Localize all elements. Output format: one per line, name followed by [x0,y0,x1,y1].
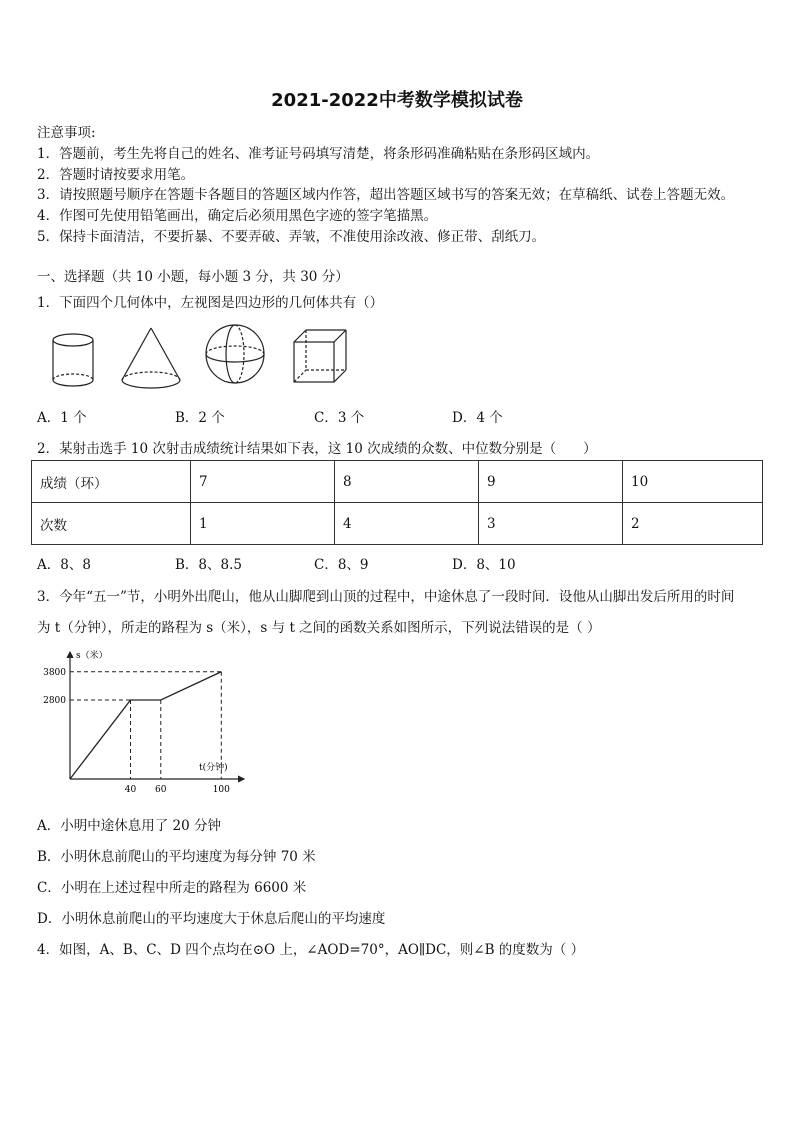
table-cell: 4 [335,503,479,545]
table-row [32,461,763,503]
q2-option-b: B．8、8.5 [175,557,242,573]
q3-option-a: A．小明中途休息用了 20 分钟 [37,818,222,834]
q1-stem: 1．下面四个几何体中，左视图是四边形的几何体共有（） [37,295,384,311]
q2-option-a: A．8、8 [37,557,91,573]
x-tick-label: 100 [212,785,230,795]
q1-option-c: C．3 个 [314,410,365,426]
table-cell: 7 [191,461,335,503]
table-cell: 10 [623,461,763,503]
table-cell: 1 [191,503,335,545]
table-row [32,503,763,545]
note-item: 4．作图可先使用铅笔画出，确定后必须用黑色字迹的签字笔描黑。 [37,208,438,224]
x-tick-label: 60 [155,785,167,795]
table-cell: 成绩（环） [32,461,191,503]
q2-option-d: D．8、10 [452,557,516,573]
page-title: 2021-2022中考数学模拟试卷 [271,90,523,111]
note-item: 5．保持卡面清洁，不要折暴、不要弄破、弄皱，不准使用涂改液、修正带、刮纸刀。 [37,229,546,245]
notes-heading: 注意事项: [37,125,96,141]
table-cell: 次数 [32,503,191,545]
x-tick-label: 40 [124,785,137,795]
y-axis-label: s（米） [76,651,108,661]
q3-stem-line1: 3．今年“五一”节，小明外出爬山，他从山脚爬到山顶的过程中，中途休息了一段时间．设他从山脚出发后所用的时间 [37,589,735,605]
scores-table [31,460,763,545]
table-cell: 2 [623,503,763,545]
cylinder-figure [53,334,93,386]
q1-option-d: D．4 个 [452,410,503,426]
q2-option-c: C．8、9 [314,557,369,573]
q4-stem: 4．如图，A、B、C、D 四个点均在⊙O 上，∠AOD=70°，AO∥DC，则∠B 的度数为（ ） [37,942,585,958]
table-cell: 9 [479,461,623,503]
table-cell: 3 [479,503,623,545]
q1-option-a: A．1 个 [37,410,87,426]
note-item: 2．答题时请按要求用笔。 [37,167,195,183]
section-heading: 一、选择题（共 10 小题，每小题 3 分，共 30 分） [37,269,349,285]
note-item: 1．答题前，考生先将自己的姓名、准考证号码填写清楚，将条形码准确粘贴在条形码区域内。 [37,146,600,162]
distance-time-chart [36,646,256,798]
q1-solids-figure [44,324,364,394]
sphere-figure [206,325,264,383]
q3-stem-line2: 为 t（分钟），所走的路程为 s（米），s 与 t 之间的函数关系如图所示，下列说法错误的是（ ） [37,620,601,636]
x-axis-label: t(分钟) [199,763,228,773]
note-item: 3．请按照题号顺序在答题卡各题目的答题区域内作答，超出答题区域书写的答案无效；在草稿纸、试卷上答题无效。 [37,187,735,203]
q2-stem: 2．某射击选手 10 次射击成绩统计结果如下表，这 10 次成绩的众数、中位数分别是（ ） [37,441,597,457]
q3-option-c: C．小明在上述过程中所走的路程为 6600 米 [37,880,307,896]
q1-option-b: B．2 个 [175,410,225,426]
table-cell: 8 [335,461,479,503]
q3-option-d: D．小明休息前爬山的平均速度大于休息后爬山的平均速度 [37,911,386,927]
y-tick-label: 2800 [43,695,66,706]
cone-figure [122,328,180,388]
y-tick-label: 3800 [43,667,66,678]
cube-figure [294,330,346,382]
q3-option-b: B．小明休息前爬山的平均速度为每分钟 70 米 [37,849,316,865]
